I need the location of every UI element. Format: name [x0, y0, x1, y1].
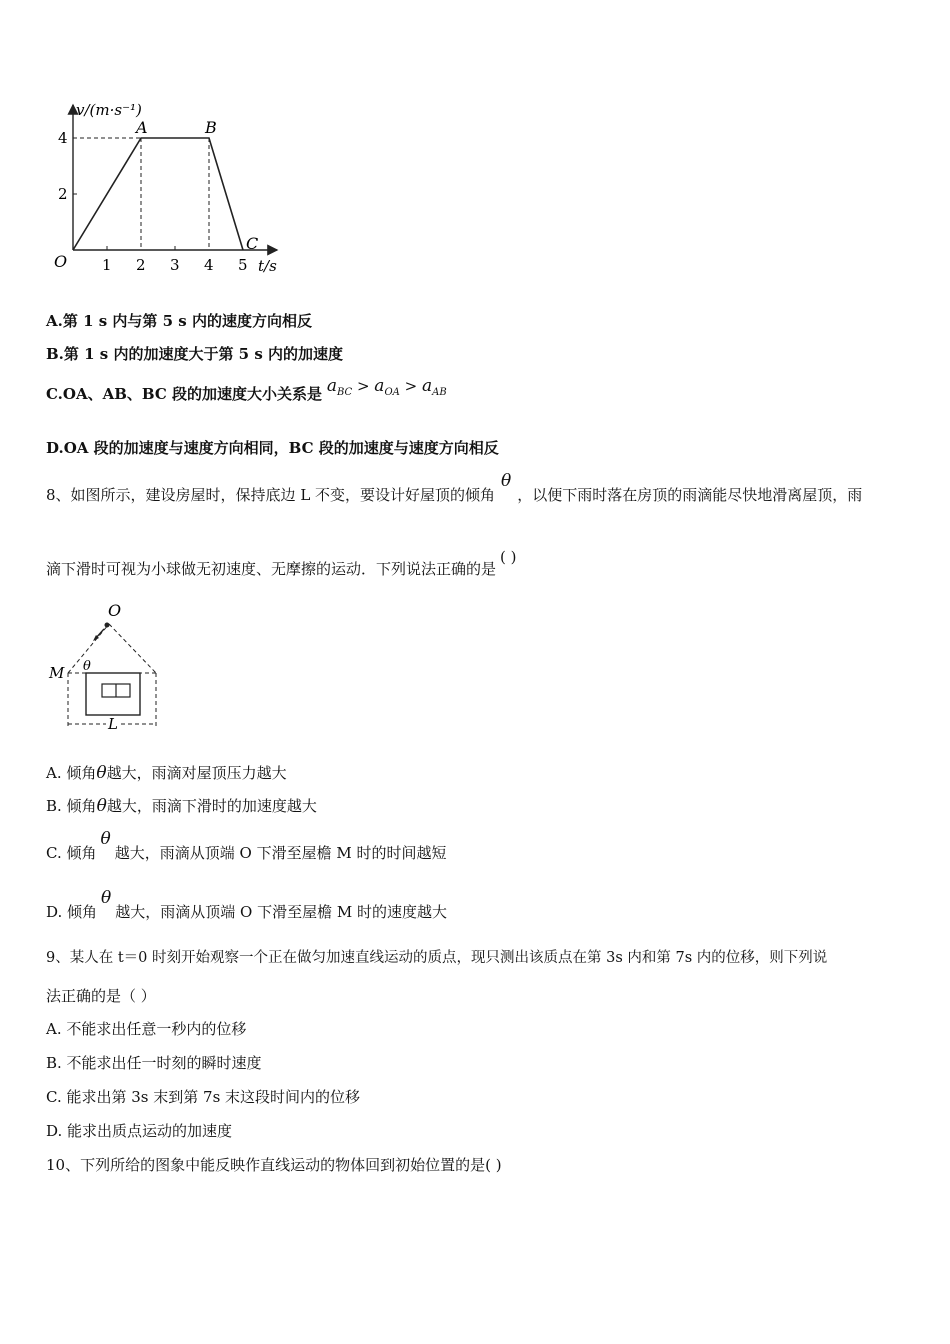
- q8-stem-line1: 8、如图所示，建设房屋时，保持底边 L 不变，要设计好屋顶的倾角θ，以便下雨时落在房顶的雨滴能尽快地滑离屋顶，雨: [46, 471, 863, 504]
- roof-right-dash: [109, 624, 156, 673]
- y-tick-label-4: 4: [58, 129, 68, 147]
- q9-stem-line1: 9、某人在 t＝0 时刻开始观察一个正在做匀加速直线运动的质点，现只测出该质点在第 3s 内和第 7s 内的位移，则下列说: [46, 950, 828, 966]
- q7-option-d: D.OA 段的加速度与速度方向相同，BC 段的加速度与速度方向相反: [46, 439, 499, 457]
- y-tick-label-2: 2: [58, 185, 68, 203]
- q7-option-c: [46, 376, 447, 411]
- q9-stem-line2: 法正确的是（ ）: [46, 987, 156, 1005]
- q9-option-c: C. 能求出第 3s 末到第 7s 末这段时间内的位移: [46, 1088, 361, 1106]
- label-l: L: [108, 715, 118, 733]
- point-a-label: A: [136, 118, 148, 137]
- q7-option-c-text: C.OA、AB、BC 段的加速度大小关系是: [46, 385, 323, 403]
- theta-symbol: θ: [501, 471, 512, 491]
- house-roof-diagram: [46, 598, 166, 738]
- x-tick-label-3: 3: [170, 256, 180, 274]
- raindrop: [105, 623, 110, 628]
- x-tick-label-5: 5: [238, 256, 248, 274]
- point-b-label: B: [205, 118, 217, 137]
- velocity-time-graph: [45, 95, 295, 280]
- q8-option-d: D. 倾角θ越大，雨滴从顶端 O 下滑至屋檐 M 时的速度越大: [46, 888, 448, 921]
- q8-option-a: A. 倾角θ越大，雨滴对屋顶压力越大: [46, 763, 287, 783]
- q7-option-b: B.第 1 s 内的加速度大于第 5 s 内的加速度: [46, 345, 343, 363]
- q9-option-a: A. 不能求出任意一秒内的位移: [46, 1020, 247, 1038]
- house-body: [86, 673, 140, 715]
- q8-stem-line2: 滴下滑时可视为小球做无初速度、无摩擦的运动．下列说法正确的是( ): [46, 548, 517, 578]
- acceleration-relation-formula: $a_{BC} > a_{OA} > a_{AB}$: [326, 376, 447, 398]
- q8-option-c: C. 倾角θ越大，雨滴从顶端 O 下滑至屋檐 M 时的时间越短: [46, 829, 447, 862]
- q8-option-b: B. 倾角θ越大，雨滴下滑时的加速度越大: [46, 796, 317, 816]
- q9-option-d: D. 能求出质点运动的加速度: [46, 1122, 233, 1140]
- q9-option-b: B. 不能求出任一时刻的瞬时速度: [46, 1054, 262, 1072]
- y-axis-label: v/(m·s⁻¹): [76, 101, 142, 119]
- q10-stem: 10、下列所给的图象中能反映作直线运动的物体回到初始位置的是( ): [46, 1156, 502, 1174]
- label-o: O: [108, 601, 122, 620]
- x-tick-label-2: 2: [136, 256, 146, 274]
- label-m: M: [49, 664, 65, 682]
- velocity-line: [73, 138, 243, 250]
- label-theta: θ: [83, 659, 91, 674]
- x-tick-label-4: 4: [204, 256, 214, 274]
- point-c-label: C: [246, 234, 259, 253]
- x-axis-label: t/s: [258, 257, 277, 275]
- q7-option-a: A.第 1 s 内与第 5 s 内的速度方向相反: [46, 312, 312, 330]
- origin-label: O: [54, 252, 68, 271]
- x-tick-label-1: 1: [102, 256, 112, 274]
